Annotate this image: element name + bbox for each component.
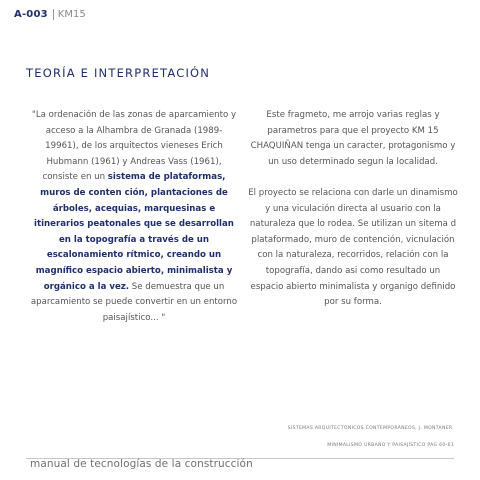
section-title: TEORÍA E INTERPRETACIÓN bbox=[26, 66, 211, 80]
reference-2: MINIMALISMO URBANO Y PAISAJÍSTICO PAG 60-61 bbox=[327, 443, 454, 448]
interpretation-paragraph-1: Este fragmeto, me arrojo varias reglas y parametros para que el proyecto KM 15 CHAQUIÑAN tenga un caracter, protagonismo y un uso determinado segun la localidad. bbox=[250, 110, 456, 167]
reference-1: SISTEMAS ARQUITECTÓNICOS CONTEMPORÁNEOS, J. MONTANER. bbox=[287, 426, 454, 431]
sheet-code: A-003 bbox=[14, 9, 48, 20]
header-divider bbox=[53, 9, 54, 20]
quote-column bbox=[30, 108, 238, 326]
page-header bbox=[14, 9, 86, 20]
footer-text: manual de tecnologías de la construcción bbox=[30, 458, 253, 470]
quote-paragraph bbox=[30, 108, 238, 326]
interpretation-column bbox=[248, 108, 458, 311]
interpretation-paragraph-2: El proyecto se relaciona con darle un dinamismo y una viculación directa al usuario con la naturaleza que lo rodea. Se utilizan un sitema d plataformado, muro de contención, vicnulación con la naturaleza, recorridos, relación con la topografía, dando asi como resultado un espacio abierto minimalista y organigo definido por su forma. bbox=[248, 187, 458, 308]
project-code: KM15 bbox=[57, 9, 86, 20]
quote-outro: Se demuestra que un aparcamiento se puede convertir en un entorno paisajístico... " bbox=[30, 281, 238, 323]
quote-emphasis: sistema de plataformas, muros de conten ción, plantaciones de árboles, acequias, marquesinas e itinerarios peatonales que se desarrollan en la topografía a través de un escalonamiento rítmico, creando un magnífico espacio abierto, minimalista y orgánico a la vez. bbox=[34, 172, 234, 292]
quote-intro: "La ordenación de las zonas de aparcamiento y acceso a la Alhambra de Granada (1989-19961), de los arquitectos vieneses Erich Hubmann (1961) y Andreas Vass (1961), consiste en un bbox=[31, 110, 237, 183]
paragraph-gap bbox=[248, 170, 458, 186]
references bbox=[288, 420, 454, 454]
